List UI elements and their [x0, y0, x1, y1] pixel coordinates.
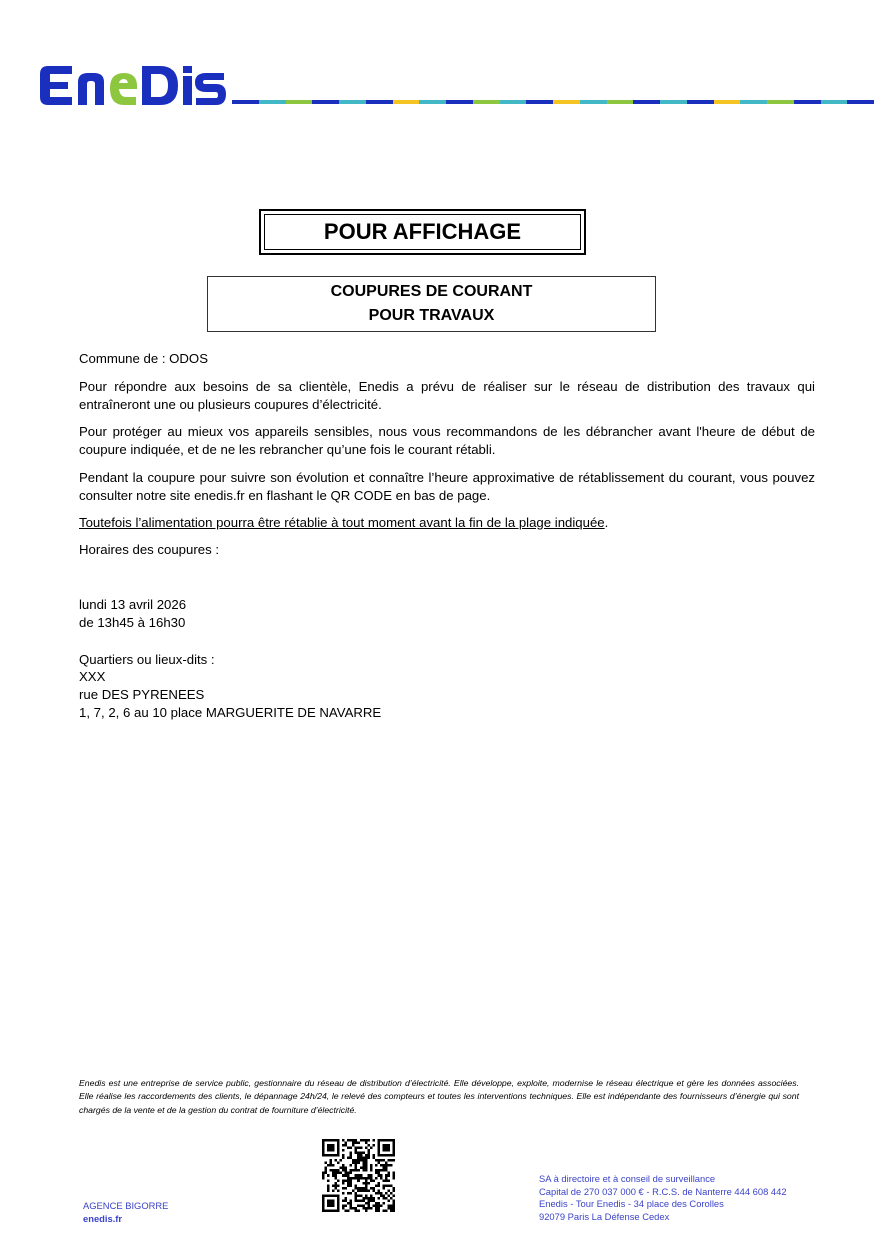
company-line: Enedis - Tour Enedis - 34 place des Corolles [539, 1198, 724, 1210]
stripe-segment [500, 100, 527, 104]
location-item: XXX [79, 669, 106, 684]
company-info [539, 1173, 787, 1224]
warning-end: . [604, 515, 609, 530]
stripe-segment [794, 100, 821, 104]
stripe-segment [339, 100, 366, 104]
stripe-segment [366, 100, 393, 104]
commune-line: Commune de : ODOS [79, 351, 208, 366]
stripe-segment [821, 100, 848, 104]
stripe-segment [312, 100, 339, 104]
stripe-segment [580, 100, 607, 104]
qr-code-icon[interactable] [322, 1139, 395, 1212]
stripe-segment [526, 100, 553, 104]
display-label: POUR AFFICHAGE [264, 214, 581, 250]
company-line: SA à directoire et à conseil de surveillance [539, 1173, 716, 1184]
company-line: 92079 Paris La Défense Cedex [539, 1211, 670, 1223]
stripe-segment [767, 100, 794, 104]
location-item: rue DES PYRENEES [79, 687, 205, 702]
warning-text: Toutefois l’alimentation pourra être rétablie à tout moment avant la fin de la plage indiquée [79, 515, 605, 530]
stripe-segment [419, 100, 446, 104]
stripe-segment [393, 100, 420, 104]
protection-paragraph: Pour protéger au mieux vos appareils sensibles, nous vous recommandons de les débrancher avant l'heure de début de coupure indiquée, et de ne les rebrancher qu’une fois le courant rétabli. [79, 424, 815, 457]
website-link[interactable]: enedis.fr [83, 1213, 123, 1224]
stripe-segment [232, 100, 259, 104]
stripe-segment [687, 100, 714, 104]
warning-line [79, 514, 815, 532]
stripe-segment [633, 100, 660, 104]
legal-notice: Enedis est une entreprise de service public, gestionnaire du réseau de distribution d’électricité. Elle développe, exploite, modernise le réseau électrique et gère les données associées. Elle réalise les raccordements des clients, le dépannage 24h/24, le relevé des compteurs et toutes les interventions techniques. Elle est indépendante des fournisseurs d’énergie qui sont chargés de la vente et de la gestion du contrat de fourniture d’électricité. [79, 1078, 799, 1115]
enedis-logo [38, 62, 228, 108]
outage-date: lundi 13 avril 2026 [79, 597, 187, 612]
notice-title-line2: POUR TRAVAUX [368, 307, 495, 324]
stripe-segment [446, 100, 473, 104]
brand-stripe [232, 100, 874, 104]
stripe-segment [473, 100, 500, 104]
stripe-segment [607, 100, 634, 104]
notice-title-box [207, 276, 656, 332]
stripe-segment [714, 100, 741, 104]
stripe-segment [259, 100, 286, 104]
schedule-heading: Horaires des coupures : [79, 542, 220, 557]
stripe-segment [660, 100, 687, 104]
notice-title-line1: COUPURES DE COURANT [330, 283, 533, 300]
tracking-paragraph: Pendant la coupure pour suivre son évolution et connaître l’heure approximative de rétablissement du courant, vous pouvez consulter notre site enedis.fr en flashant le QR CODE en bas de page. [79, 470, 815, 503]
stripe-segment [286, 100, 313, 104]
company-line: Capital de 270 037 000 € - R.C.S. de Nanterre 444 608 442 [539, 1185, 787, 1197]
locations-heading: Quartiers ou lieux-dits : [79, 652, 215, 667]
stripe-segment [740, 100, 767, 104]
agency-name: AGENCE BIGORRE [83, 1200, 169, 1211]
outage-time-range: de 13h45 à 16h30 [79, 615, 186, 630]
stripe-segment [847, 100, 874, 104]
display-label-box [259, 209, 586, 255]
location-item: 1, 7, 2, 6 au 10 place MARGUERITE DE NAVARRE [79, 705, 382, 720]
intro-paragraph: Pour répondre aux besoins de sa clientèle, Enedis a prévu de réaliser sur le réseau de distribution des travaux qui entraîneront une ou plusieurs coupures d’électricité. [79, 379, 815, 412]
stripe-segment [553, 100, 580, 104]
footer-agency-block [83, 1199, 168, 1225]
